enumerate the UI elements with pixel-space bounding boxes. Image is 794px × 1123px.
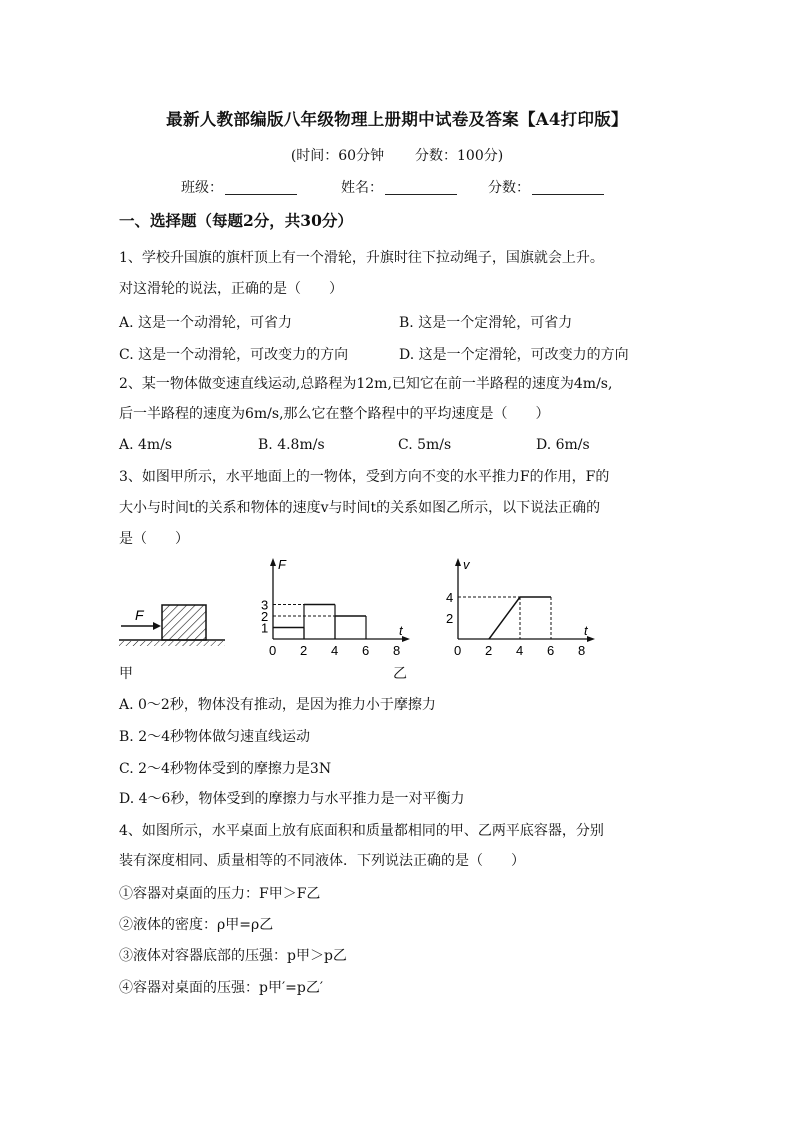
name-field[interactable] [341, 177, 457, 197]
q3-option-a[interactable]: A. 0～2秒，物体没有推动，是因为推力小于摩擦力 [119, 697, 436, 713]
figure-jia-label: 甲 [119, 666, 133, 682]
q2-stem-line2: 后一半路程的速度为6m/s,那么它在整个路程中的平均速度是（ ） [119, 406, 550, 422]
q3-option-d[interactable]: D. 4～6秒，物体受到的摩擦力与水平推力是一对平衡力 [119, 791, 465, 807]
figure-yi-label: 乙 [393, 666, 407, 682]
name-blank[interactable] [385, 180, 457, 195]
q1-option-d[interactable]: D. 这是一个定滑轮，可改变力的方向 [399, 347, 629, 363]
q2-option-a[interactable]: A. 4m/s [119, 437, 173, 453]
x-axis-label: t [584, 623, 588, 638]
points-label: 分数： [488, 180, 530, 196]
graph-f-t [255, 555, 415, 660]
y-tick-label: 2 [261, 609, 269, 624]
q3-option-c[interactable]: C. 2～4秒物体受到的摩擦力是3N [119, 761, 332, 777]
x-tick-label: 2 [485, 643, 493, 658]
y-tick-label: 3 [261, 597, 269, 613]
points-field[interactable] [488, 177, 604, 197]
pushed-block [162, 605, 206, 640]
y-tick-label: 2 [446, 611, 454, 626]
q4-statement-4: ④容器对桌面的压强：p甲′=p乙′ [119, 980, 324, 996]
q3-option-b[interactable]: B. 2～4秒物体做匀速直线运动 [119, 729, 311, 745]
y-axis-label: F [278, 557, 286, 572]
q3-stem-line2: 大小与时间t的关系和物体的速度v与时间t的关系如图乙所示，以下说法正确的 [119, 500, 601, 516]
x-tick-label: 4 [516, 643, 524, 658]
ground-hatch [119, 641, 225, 646]
points-blank[interactable] [532, 180, 604, 195]
class-label: 班级： [181, 180, 223, 196]
name-label: 姓名： [341, 180, 383, 196]
graph-v-t [440, 555, 600, 660]
q2-option-b[interactable]: B. 4.8m/s [258, 437, 325, 453]
q1-option-a[interactable]: A. 这是一个动滑轮，可省力 [119, 315, 293, 331]
y-tick-label: 1 [261, 620, 269, 636]
exam-time: (时间：60分钟 [290, 148, 385, 164]
x-tick-label: 0 [269, 643, 277, 658]
force-arrow-head [153, 622, 161, 630]
q2-stem-line1: 2、某一物体做变速直线运动,总路程为12m,已知它在前一半路程的速度为4m/s, [119, 376, 613, 392]
q4-statement-2: ②液体的密度：ρ甲=ρ乙 [119, 917, 274, 933]
x-axis-arrow [402, 636, 410, 642]
y-axis-arrow [455, 558, 461, 566]
x-tick-label: 4 [331, 643, 339, 658]
section-heading: 一、选择题（每题2分，共30分） [119, 211, 353, 230]
x-tick-label: 2 [300, 643, 308, 658]
x-tick-label: 0 [454, 643, 462, 658]
x-tick-label: 8 [393, 643, 401, 658]
q1-option-b[interactable]: B. 这是一个定滑轮，可省力 [399, 315, 573, 331]
x-tick-label: 8 [578, 643, 586, 658]
q3-stem-line3: 是（ ） [119, 531, 189, 547]
q1-stem-line1: 1、学校升国旗的旗杆顶上有一个滑轮，升旗时往下拉动绳子，国旗就会上升。 [119, 250, 604, 266]
y-axis-arrow [270, 558, 276, 566]
q4-statement-1: ①容器对桌面的压力：F甲＞F乙 [119, 886, 321, 902]
y-axis-label: v [463, 557, 470, 572]
class-field[interactable] [181, 177, 297, 197]
q4-stem-line2: 装有深度相同、质量相等的不同液体．下列说法正确的是（ ） [119, 853, 525, 869]
figure-jia-block [115, 600, 230, 650]
q3-stem-line1: 3、如图甲所示，水平地面上的一物体，受到方向不变的水平推力F的作用，F的 [119, 469, 610, 485]
force-label: F [135, 607, 144, 623]
q2-option-d[interactable]: D. 6m/s [536, 437, 590, 453]
x-axis-label: t [399, 623, 403, 638]
q4-statement-3: ③液体对容器底部的压强：p甲＞p乙 [119, 948, 347, 964]
exam-meta [0, 145, 794, 165]
x-axis-arrow [587, 636, 595, 642]
y-tick-label: 4 [446, 590, 454, 605]
class-blank[interactable] [225, 180, 297, 195]
q2-option-c[interactable]: C. 5m/s [398, 437, 452, 453]
exam-score: 分数：100分) [415, 148, 504, 164]
q4-stem-line1: 4、如图所示，水平桌面上放有底面积和质量都相同的甲、乙两平底容器，分别 [119, 823, 604, 839]
page-title: 最新人教部编版八年级物理上册期中试卷及答案【A4打印版】 [166, 110, 628, 129]
q1-option-c[interactable]: C. 这是一个动滑轮，可改变力的方向 [119, 347, 349, 363]
q1-stem-line2: 对这滑轮的说法，正确的是（ ） [119, 281, 343, 297]
x-tick-label: 6 [362, 643, 370, 658]
x-tick-label: 6 [547, 643, 555, 658]
